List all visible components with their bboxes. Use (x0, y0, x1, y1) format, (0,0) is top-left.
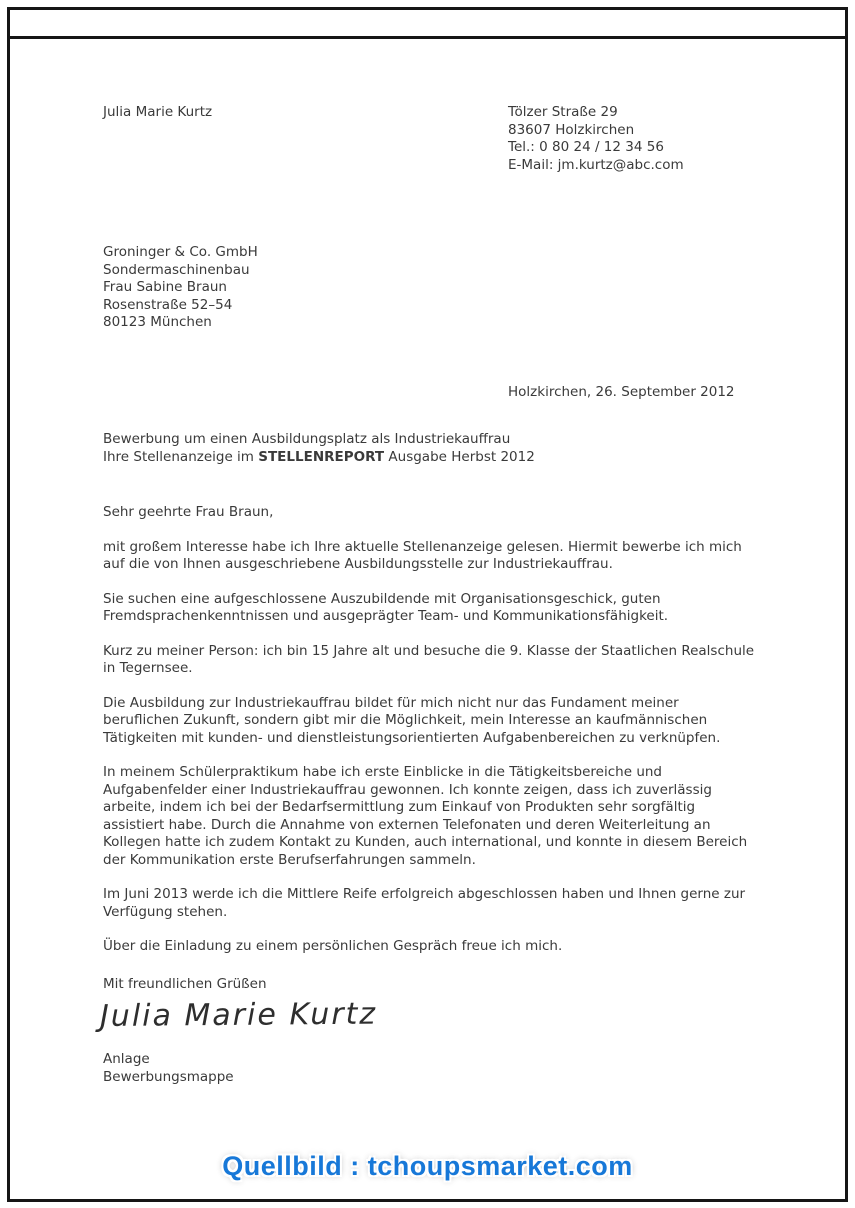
enclosure-item: Bewerbungsmappe (103, 1068, 234, 1085)
sender-name: Julia Marie Kurtz (103, 104, 213, 120)
paragraph: Über die Einladung zu einem persönlichen Gespräch freue ich mich. (103, 938, 563, 954)
sender-phone: Tel.: 0 80 24 / 12 34 56 (508, 139, 664, 155)
enclosure-block (103, 1051, 855, 1086)
sender-contact-block (508, 104, 755, 174)
enclosure-label: Anlage (103, 1051, 150, 1067)
recipient-address-block (103, 244, 855, 332)
paragraph: Im Juni 2013 werde ich die Mittlere Reife erfolgreich abgeschlossen haben und Ihnen gerne zur Verfügung stehen. (103, 886, 746, 920)
paragraph: Sie suchen eine aufgeschlossene Auszubildende mit Organisationsgeschick, guten Fremdsprachenkenntnissen und ausgeprägter Team- und Kommunikationsfähigkeit. (103, 590, 669, 624)
sender-street: Tölzer Straße 29 (508, 104, 618, 120)
paragraph: Kurz zu meiner Person: ich bin 15 Jahre alt und besuche die 9. Klasse der Staatlichen Realschule in Tegernsee. (103, 642, 755, 676)
subject-line-2-suffix: Ausgabe Herbst 2012 (384, 448, 535, 465)
paragraph: mit großem Interesse habe ich Ihre aktuelle Stellenanzeige gelesen. Hiermit bewerbe ich mich auf die von Ihnen ausgeschriebene Ausbildungsstelle zur Industriekauffrau. (103, 538, 742, 572)
recipient-city: 80123 München (103, 314, 212, 330)
salutation: Sehr geehrte Frau Braun, (103, 504, 274, 520)
subject-line-2 (103, 449, 855, 467)
sender-city: 83607 Holzkirchen (508, 121, 635, 138)
recipient-department: Sondermaschinenbau (103, 261, 250, 278)
paragraph: Die Ausbildung zur Industriekauffrau bildet für mich nicht nur das Fundament meiner beruflichen Zukunft, sondern gibt mir die Möglichkeit, mein Interesse an kaufmännischen Tätigkeiten mit kunden- und dienstleistungsorientierten Aufgabenbereichen zu verknüpfen. (103, 694, 721, 746)
date-line: Holzkirchen, 26. September 2012 (508, 383, 735, 400)
letter-header (103, 104, 755, 174)
handwritten-signature: Julia Marie Kurtz (99, 996, 378, 1034)
subject-block (103, 431, 855, 466)
closing-formula: Mit freundlichen Grüßen (103, 975, 267, 992)
watermark-source-text: Quellbild : tchoupsmarket.com (222, 1151, 633, 1181)
recipient-company: Groninger & Co. GmbH (103, 244, 258, 260)
sender-email: E-Mail: jm.kurtz@abc.com (508, 156, 684, 173)
subject-line-2-publication: STELLENREPORT (258, 448, 385, 465)
letter-body (103, 539, 755, 956)
recipient-street: Rosenstraße 52–54 (103, 296, 233, 313)
subject-line-1: Bewerbung um einen Ausbildungsplatz als Industriekauffrau (103, 431, 511, 447)
subject-line-2-prefix: Ihre Stellenanzeige im (103, 448, 259, 465)
recipient-contact-person: Frau Sabine Braun (103, 279, 227, 295)
paragraph: In meinem Schülerpraktikum habe ich erste Einblicke in die Tätigkeitsbereiche und Aufgabenfelder einer Industriekauffrau gewonnen. Ich konnte zeigen, dass ich zuverlässig arbeite, indem ich bei der Bedarfsermittlung zum Einkauf von Produkten sehr sorgfältig assistiert habe. Durch die Annahme von externen Telefonaten und deren Weiterleitung an Kollegen hatte ich zudem Kontakt zu Kunden, auch international, und konnte in diesem Bereich der Kommunikation erste Berufserfahrungen sammeln. (103, 764, 748, 868)
